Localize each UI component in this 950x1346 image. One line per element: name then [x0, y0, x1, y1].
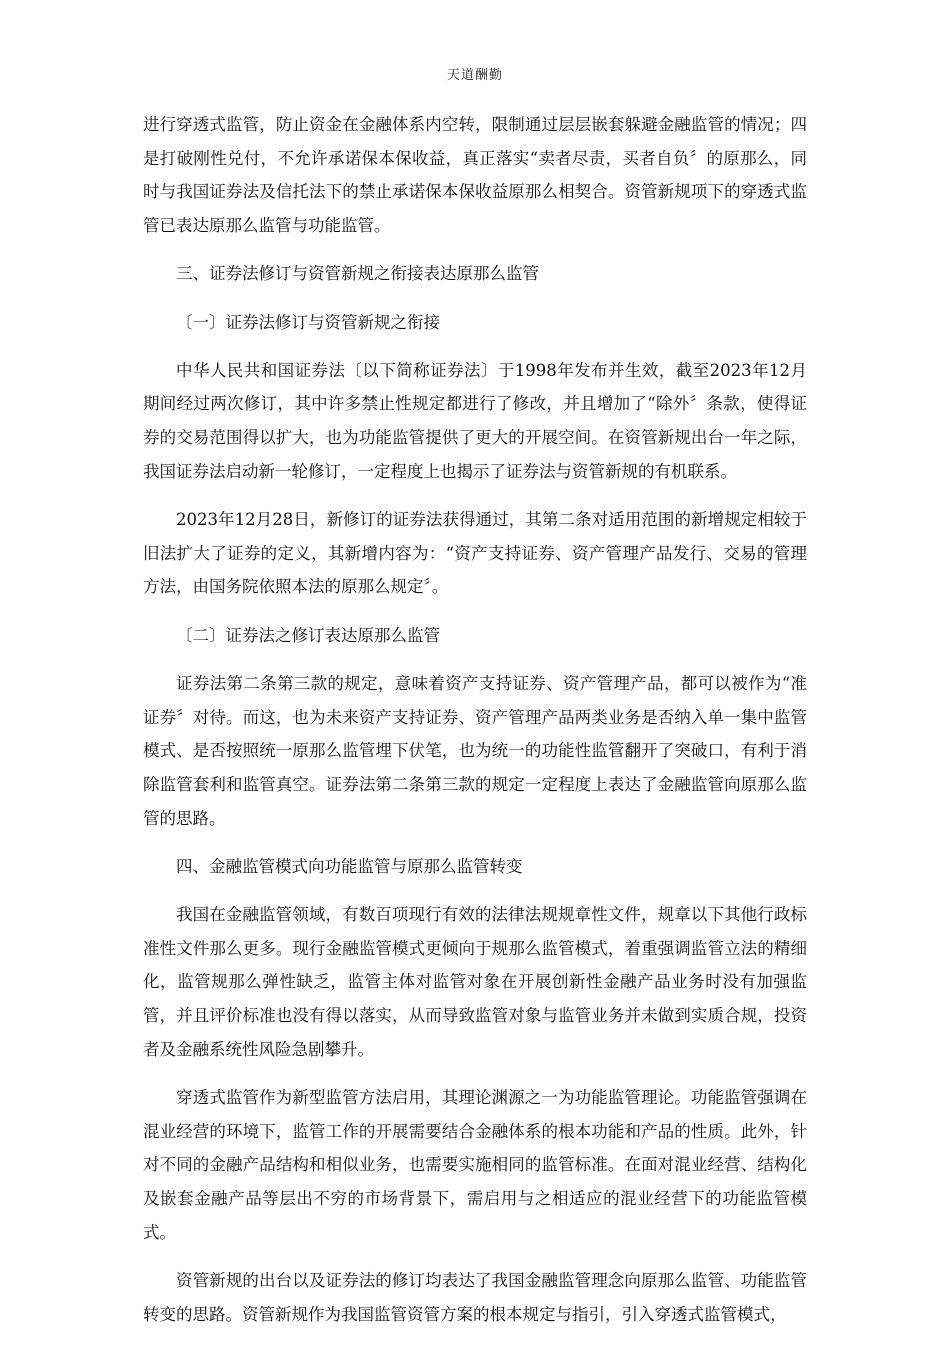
paragraph: 证券法第二条第三款的规定，意味着资产支持证券、资产管理产品，都可以被作为“准证券〞对待。而这，也为未来资产支持证券、资产管理产品两类业务是否纳入单一集中监管模式、是否按照统一原那么监管埋下伏笔，也为统一的功能性监管翻开了突破口，有利于消除监管套利和监管真空。证券法第二条第三款的规定一定程度上表达了金融监管向原那么监管的思路。	[143, 673, 807, 828]
subsection-heading-3-2: 〔二〕证券法之修订表达原那么监管	[176, 625, 440, 645]
paragraph: 我国在金融监管领域，有数百项现行有效的法律法规规章性文件，规章以下其他行政标准性文件那么更多。现行金融监管模式更倾向于规那么监管模式，着重强调监管立法的精细化，监管规那么弹性缺乏，监管主体对监管对象在开展创新性金融产品业务时没有加强监管，并且评价标准也没有得以落实，从而导致监管对象与监管业务并未做到实质合规，投资者及金融系统性风险急剧攀升。	[143, 905, 807, 1059]
paragraph: 穿透式监管作为新型监管方法启用，其理论渊源之一为功能监管理论。功能监管强调在混业经营的环境下，监管工作的开展需要结合金融体系的根本功能和产品的性质。此外，针对不同的金融产品结构和相似业务，也需要实施相同的监管标准。在面对混业经营、结构化及嵌套金融产品等层出不穷的市场背景下，需启用与之相适应的混业经营下的功能监管模式。	[143, 1088, 807, 1242]
page-header: 天道酬勤	[446, 68, 503, 83]
section-heading-4: 四、金融监管模式向功能监管与原那么监管转变	[176, 856, 523, 876]
paragraph: 资管新规的出台以及证券法的修订均表达了我国金融监管理念向原那么监管、功能监管转变的思路。资管新规作为我国监管资管方案的根本规定与指引，引入穿透式监管模式，	[143, 1271, 807, 1324]
paragraph: 中华人民共和国证券法〔以下简称证券法〕于1998年发布并生效，截至2023年12月期间经过两次修订，其中许多禁止性规定都进行了修改，并且增加了“除外〞条款，使得证券的交易范围得以扩大，也为功能监管提供了更大的开展空间。在资管新规出台一年之际，我国证券法启动新一轮修订，一定程度上也揭示了证券法与资管新规的有机联系。	[143, 360, 807, 481]
paragraph: 2023年12月28日，新修订的证券法获得通过，其第二条对适用范围的新增规定相较于旧法扩大了证券的定义，其新增内容为：“资产支持证券、资产管理产品发行、交易的管理方法，由国务院依照本法的原那么规定〞。	[143, 510, 807, 597]
subsection-heading-3-1: 〔一〕证券法修订与资管新规之衔接	[176, 312, 440, 332]
paragraph-continuation: 进行穿透式监管，防止资金在金融体系内空转，限制通过层层嵌套躲避金融监管的情况；四是打破刚性兑付，不允许承诺保本保收益，真正落实“卖者尽责，买者自负〞的原那么，同时与我国证券法及信托法下的禁止承诺保本保收益原那么相契合。资管新规项下的穿透式监管已表达原那么监管与功能监管。	[143, 115, 807, 236]
section-heading-3: 三、证券法修订与资管新规之衔接表达原那么监管	[176, 264, 539, 284]
document-body	[143, 108, 807, 1346]
